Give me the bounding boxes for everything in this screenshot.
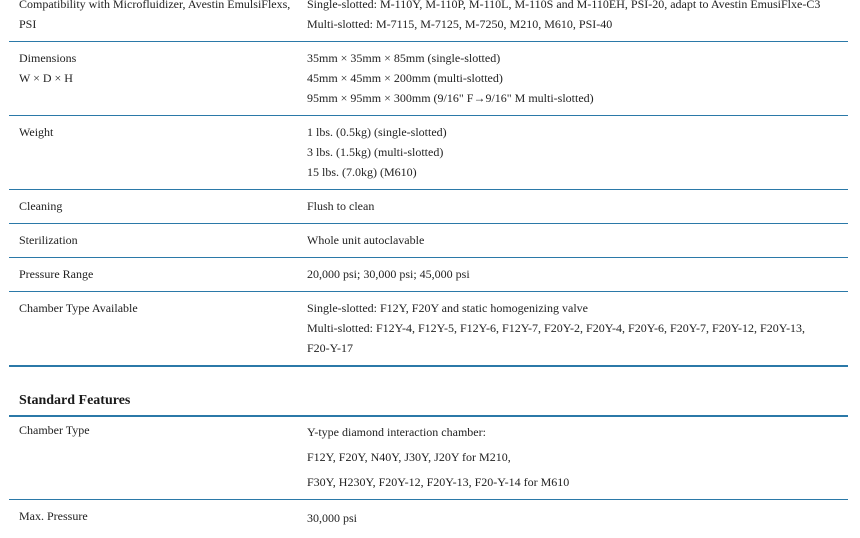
- spec-value-line: Flush to clean: [307, 199, 375, 213]
- spec-row-weight: [9, 116, 848, 190]
- spec-label-line: W × D × H: [19, 71, 73, 85]
- spec-value: [307, 298, 848, 358]
- spec-table-container: [9, 0, 848, 538]
- spec-label: [9, 122, 307, 182]
- spec-label: [9, 0, 307, 34]
- spec-label-line: Cleaning: [19, 199, 63, 213]
- spec-row-dimensions: [9, 42, 848, 116]
- spec-label: [9, 196, 307, 216]
- spec-value-line: 95mm × 95mm × 300mm (9/16" F→9/16" M multi-slotted): [307, 91, 594, 105]
- spec-row-sterilization: [9, 224, 848, 258]
- section-title-standard-features: Standard Features: [9, 367, 848, 417]
- spec-value-line: 20,000 psi; 30,000 psi; 45,000 psi: [307, 267, 470, 281]
- spec-label-line: Chamber Type Available: [19, 301, 138, 315]
- spec-row-chamber-types: [9, 292, 848, 367]
- spec-label: [9, 298, 307, 358]
- spec-row-cleaning: [9, 190, 848, 224]
- standard-features-table: [9, 417, 848, 538]
- spec-label: [9, 264, 307, 284]
- spec-value-line: 45mm × 45mm × 200mm (multi-slotted): [307, 71, 503, 85]
- feature-value: [307, 506, 848, 531]
- spec-value-line: Multi-slotted: F12Y-4, F12Y-5, F12Y-6, F12Y-7, F20Y-2, F20Y-4, F20Y-6, F20Y-7, F20Y-12, F20Y-13,: [307, 321, 806, 335]
- spec-value: [307, 122, 848, 182]
- spec-value: [307, 48, 848, 108]
- spec-value-line: F20-Y-17: [307, 341, 354, 355]
- spec-value-line: 15 lbs. (7.0kg) (M610): [307, 165, 417, 179]
- spec-label-line: Weight: [19, 125, 54, 139]
- feature-label: Max. Pressure: [19, 509, 88, 523]
- feature-row-max-pressure: [9, 500, 848, 538]
- spec-label-line: Compatibility with Microfluidizer, Avestin EmulsiFlexs,: [19, 0, 291, 11]
- spec-value-line: Whole unit autoclavable: [307, 233, 425, 247]
- spec-label: [9, 230, 307, 250]
- spec-value: [307, 196, 848, 216]
- feature-row-chamber-type: [9, 417, 848, 500]
- spec-label-line: Pressure Range: [19, 267, 94, 281]
- spec-value-line: Single-slotted: F12Y, F20Y and static homogenizing valve: [307, 301, 588, 315]
- feature-value: [307, 420, 848, 495]
- spec-label-line: PSI: [19, 17, 37, 31]
- spec-value-line: 35mm × 35mm × 85mm (single-slotted): [307, 51, 501, 65]
- spec-label: [9, 48, 307, 108]
- spec-value-line: Multi-slotted: M-7115, M-7125, M-7250, M210, M610, PSI-40: [307, 17, 613, 31]
- spec-value: [307, 264, 848, 284]
- feature-value-line: 30,000 psi: [307, 511, 358, 525]
- spec-value-line: 3 lbs. (1.5kg) (multi-slotted): [307, 145, 444, 159]
- feature-label: Chamber Type: [19, 423, 90, 437]
- feature-value-line: F12Y, F20Y, N40Y, J30Y, J20Y for M210,: [307, 450, 511, 464]
- spec-value: [307, 230, 848, 250]
- spec-value-line: 1 lbs. (0.5kg) (single-slotted): [307, 125, 447, 139]
- spec-value: [307, 0, 848, 34]
- spec-label-line: Sterilization: [19, 233, 78, 247]
- spec-value-line: Single-slotted: M-110Y, M-110P, M-110L, M-110S and M-110EH, PSI-20, adapt to Avestin EmusiFlxe-C3: [307, 0, 821, 11]
- spec-row-pressure-range: [9, 258, 848, 292]
- feature-value-line: Y-type diamond interaction chamber:: [307, 425, 486, 439]
- spec-row-compatibility: [9, 0, 848, 42]
- feature-value-line: F30Y, H230Y, F20Y-12, F20Y-13, F20-Y-14 for M610: [307, 475, 570, 489]
- spec-label-line: Dimensions: [19, 51, 77, 65]
